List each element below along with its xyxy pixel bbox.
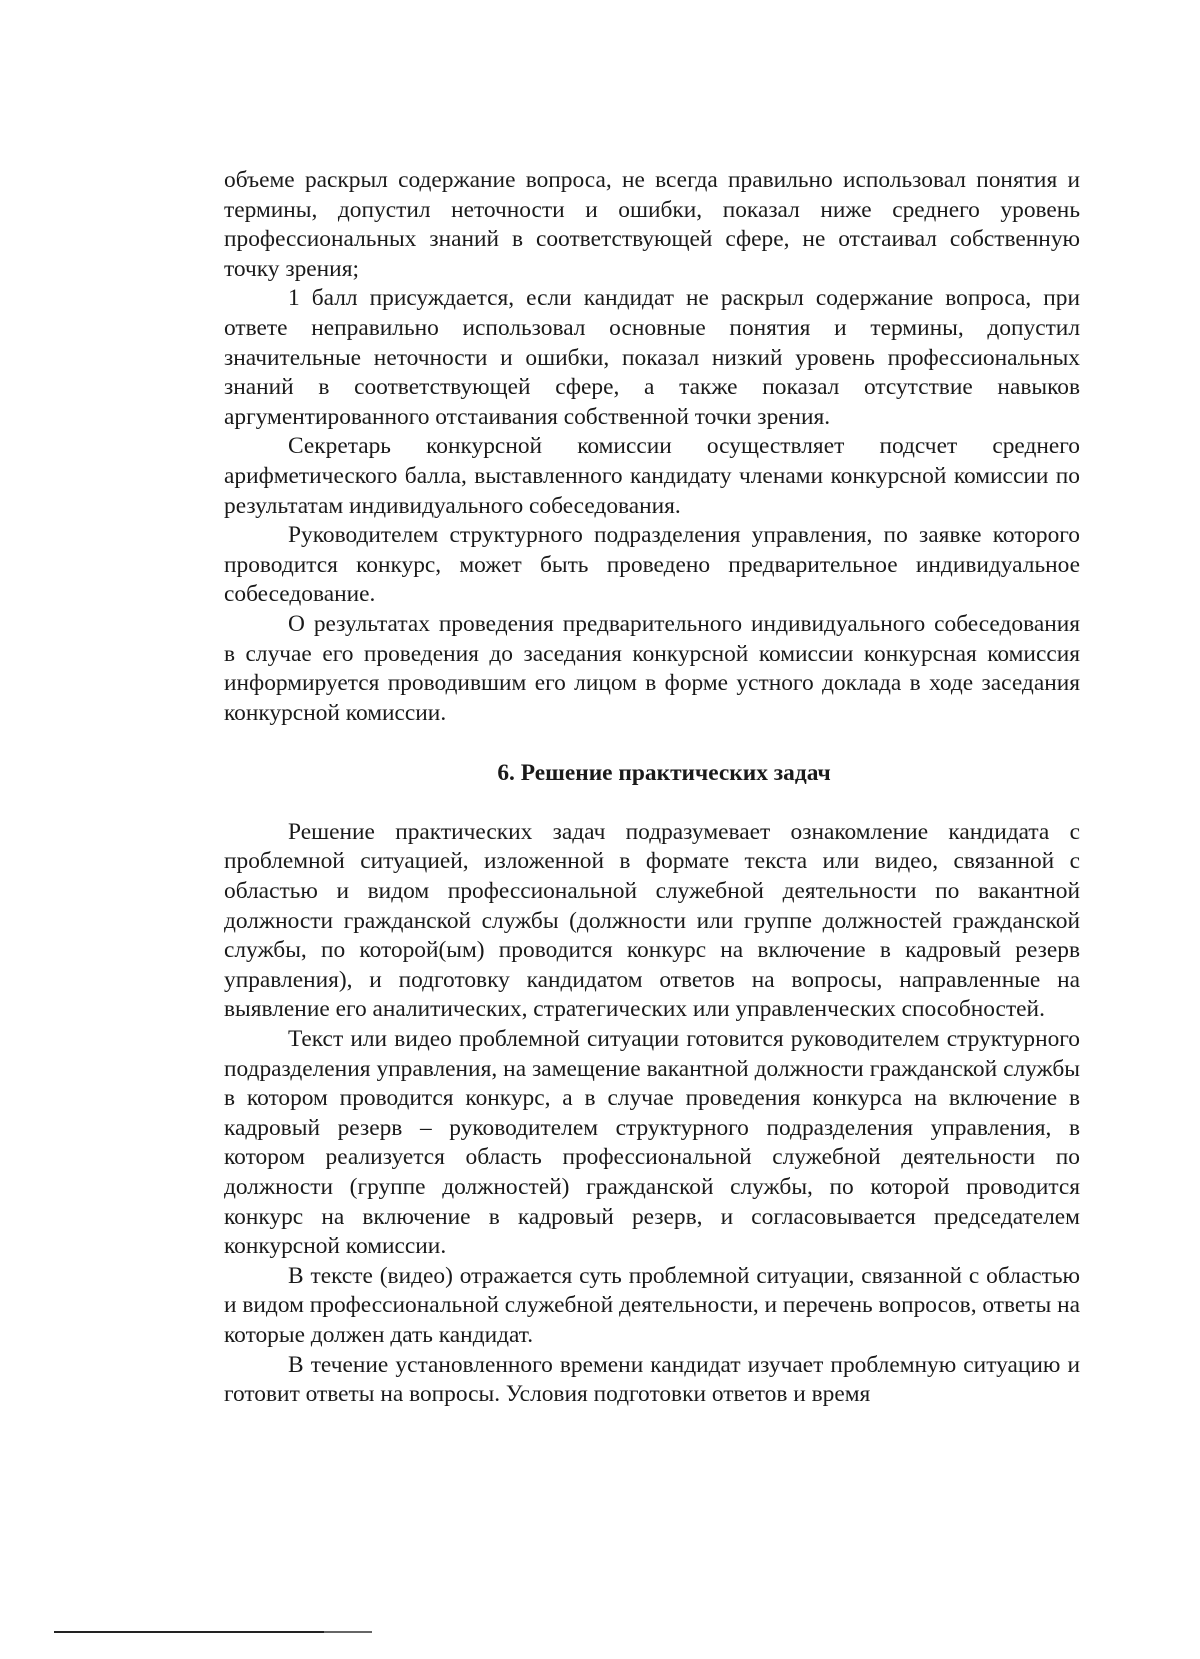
paragraph: Текст или видео проблемной ситуации готовится руководителем структурного подразделения управления, на замещение вакантной должности гражданской службы в котором проводится конкурс, а в случае проведения конкурса на включение в кадровый резерв – руководителем структурного подразделения управления, в котором реализуется область профессиональной служебной деятельности по должности (группе должностей) гражданской службы, по которой проводится конкурс на включение в кадровый резерв, и согласовывается председателем конкурсной комиссии. [224,1026,1080,1260]
paragraph: объеме раскрыл содержание вопроса, не всегда правильно использовал понятия и термины, допустил неточности и ошибки, показал ниже среднего уровень профессиональных знаний в соответствующей сфере, не отстаивал собственную точку зрения; [224,167,1080,282]
paragraph: Решение практических задач подразумевает ознакомление кандидата с проблемной ситуацией, изложенной в формате текста или видео, связанной с областью и видом профессиональной служебной деятельности по вакантной должности гражданской службы (должности или группе должностей гражданской службы, по которой(ым) проводится конкурс на включение в кадровый резерв управления), и подготовку кандидатом ответов на вопросы, направленные на выявление его аналитических, стратегических или управленческих способностей. [224,818,1080,1023]
footnote-separator-line [54,1631,372,1633]
paragraph: В тексте (видео) отражается суть проблемной ситуации, связанной с областью и видом профессиональной служебной деятельности, и перечень вопросов, ответы на которые должен дать кандидат. [224,1262,1080,1348]
paragraph: О результатах проведения предварительного индивидуального собеседования в случае его проведения до заседания конкурсной комиссии конкурсная комиссия информируется проводившим его лицом в форме устного доклада в ходе заседания конкурсной комиссии. [224,610,1080,726]
section-heading [224,728,1080,818]
paragraph: Секретарь конкурсной комиссии осуществляет подсчет среднего арифметического балла, выставленного кандидату членами конкурсной комиссии по результатам индивидуального собеседования. [224,433,1080,519]
section-heading-text: 6. Решение практических задач [497,760,831,787]
paragraph: В течение установленного времени кандидат изучает проблемную ситуацию и готовит ответы на вопросы. Условия подготовки ответов и время [224,1351,1080,1408]
paragraph: 1 балл присуждается, если кандидат не раскрыл содержание вопроса, при ответе неправильно использовал основные понятия и термины, допустил значительные неточности и ошибки, показал низкий уровень профессиональных знаний в соответствующей сфере, а также показал отсутствие навыков аргументированного отстаивания собственной точки зрения. [224,285,1080,430]
paragraph: Руководителем структурного подразделения управления, по заявке которого проводится конкурс, может быть проведено предварительное индивидуальное собеседование. [224,522,1080,608]
document-body [224,166,1080,1410]
